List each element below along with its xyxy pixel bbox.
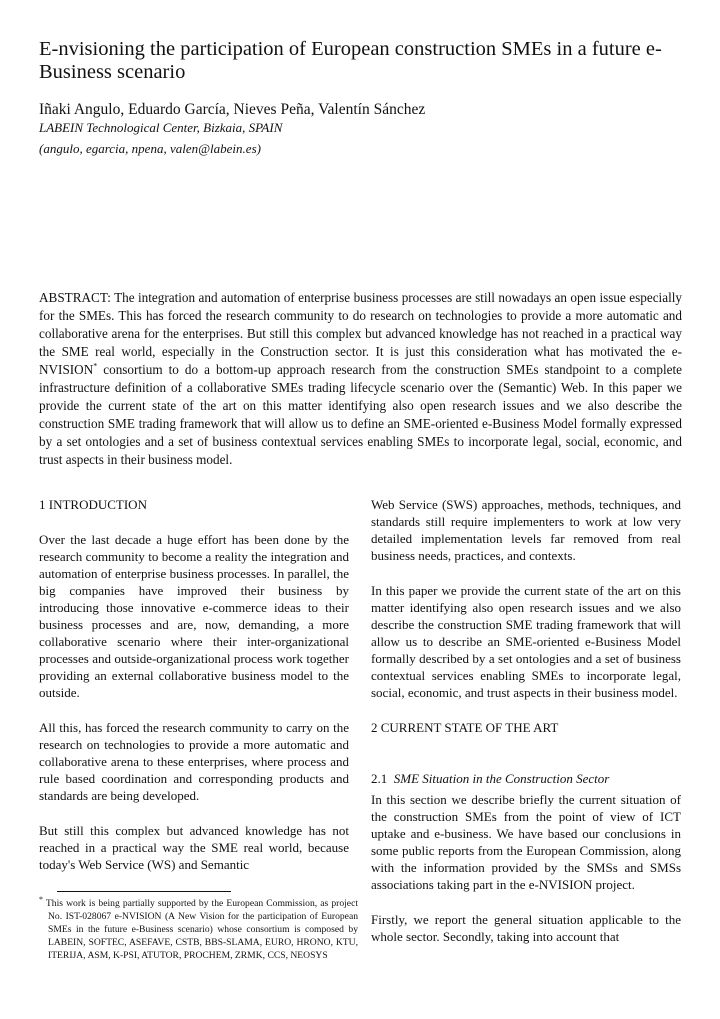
state-paragraph-2: Firstly, we report the general situation applicable to the whole sector. Secondly, taking into account that <box>371 912 681 944</box>
footnote-symbol: * <box>39 894 43 904</box>
section-heading-introduction: 1 INTRODUCTION <box>39 497 147 512</box>
subsection-number: 2.1 <box>371 771 388 786</box>
paper-title: E-nvisioning the participation of European construction SMEs in a future e-Business scenario <box>39 38 662 83</box>
intro-paragraph-2: All this, has forced the research community to carry on the research on technologies to provide a more automatic and collaborative arena to these enterprises, where process and rule based coordination and corresponding products and standards are being developed. <box>39 720 349 803</box>
footnote-text: This work is being partially supported by the European Commission, as project No. IST-028067 e-NVISION (A New Vision for the participation of European SMEs in the future e-Business scenario) whose consortium is composed by LABEIN, SOFTEC, ASEFAVE, CSTB, BBS-SLAMA, EURO, HRONO, KTU, ITERIJA, ASM, K-PSI, ATUTOR, PROCHEM, ZRMK, CCS, NEOSYS <box>43 898 358 961</box>
abstract-text-end: consortium to do a bottom-up approach research from the construction SMEs standpoint to a complete infrastructure definition of a collaborative SMEs trading lifecycle scenario over the (Semantic) Web. In this paper we provide the current state of the art on this matter identifying also open research issues and we also describe the construction SME trading framework that will allow us to define an SME-oriented e-Business Model formally expressed by a set ontologies and a set of business contextual services enabling SMEs to incorporate legal, social, economic, and trust aspects in their business model. <box>39 362 682 467</box>
state-paragraph-1: In this section we describe briefly the current situation of the construction SMEs from the point of view of ICT uptake and e-business. We have based our conclusions in some public reports from the European Commission, along with the information provided by the SMSs and SMSs associations taking part in the e-NVISION project. <box>371 792 681 892</box>
abstract <box>39 289 682 469</box>
footnote-divider <box>57 891 231 892</box>
intro-paragraph-3-continued: Web Service (SWS) approaches, methods, techniques, and standards still require implementers to work at low very detailed implementation levels far removed from real business needs, practices, and contexts. <box>371 497 681 563</box>
intro-paragraph-3: But still this complex but advanced knowledge has not reached in a practical way the SME real world, because today's Web Service (WS) and Semantic <box>39 823 349 872</box>
footnote-mark: * <box>93 361 98 371</box>
author-emails: (angulo, egarcia, npena, valen@labein.es) <box>39 141 261 156</box>
intro-paragraph-4: In this paper we provide the current state of the art on this matter identifying also open research issues and we also describe the construction SME trading framework that will allow us to describe an SME-oriented e-Business Model formally described by a set ontologies and a set of business contextual services enabling SMEs to incorporate legal, social, economic, and trust aspects in their business model. <box>371 583 681 700</box>
intro-paragraph-1: Over the last decade a huge effort has been done by the research community to become a reality the integration and automation of enterprise business processes. In parallel, the big companies have improved their business by introducing those innovative e-commerce ideas to their business processes and are, now, demanding, a more collaborative scenario where their inter-organizational processes and outside-organizational process work together providing an external collaborative business model to the outside. <box>39 532 349 700</box>
subsection-heading <box>371 770 681 787</box>
abstract-text-start: ABSTRACT: The integration and automation of enterprise business processes are still nowadays an open issue especially for the SMEs. This has forced the research community to do research on technologies to provide a more automatic and collaborative arena for the enterprises. But still this complex but advanced knowledge has not reached in a practical way the SME real world, especially in the Construction sector. It is just this consideration what has motivated the e-NVISION <box>39 290 682 377</box>
subsection-title: SME Situation in the Construction Sector <box>393 771 610 786</box>
section-heading-state-of-art: 2 CURRENT STATE OF THE ART <box>371 720 559 735</box>
right-column <box>371 496 681 945</box>
left-column <box>39 496 349 873</box>
footnote <box>39 894 358 962</box>
affiliation: LABEIN Technological Center, Bizkaia, SPAIN <box>39 120 283 135</box>
author-list: Iñaki Angulo, Eduardo García, Nieves Peña, Valentín Sánchez <box>39 101 426 118</box>
